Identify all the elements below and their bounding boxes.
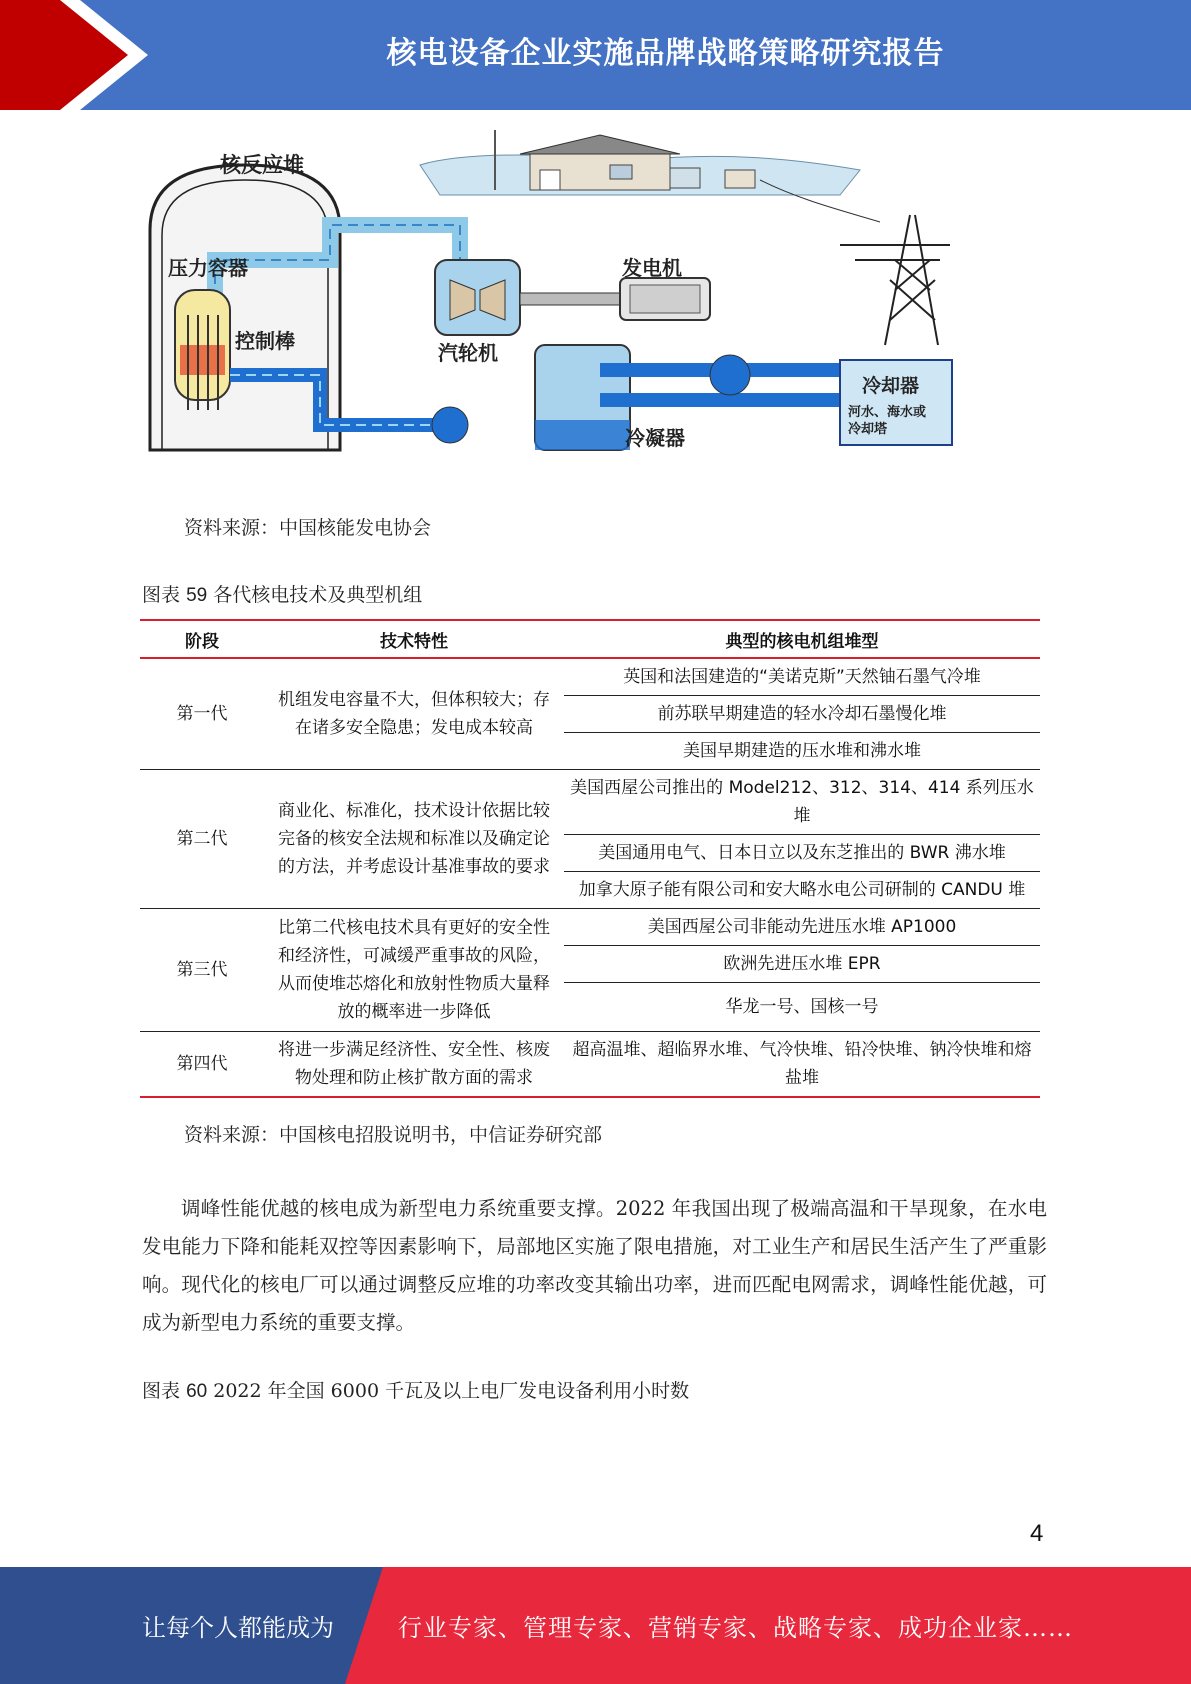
table-source: 资料来源：中国核电招股说明书，中信证券研究部 [184,1124,603,1146]
header-model: 典型的核电机组堆型 [564,620,1040,658]
figure-source: 资料来源：中国核能发电协会 [184,517,432,539]
cooler-sublabel-2: 冷却塔 [848,422,888,437]
table-row [140,909,1040,946]
model-cell: 加拿大原子能有限公司和安大略水电公司研制的 CANDU 堆 [564,872,1040,909]
table-row [140,770,1040,835]
model-cell: 美国西屋公司推出的 Model212、312、314、414 系列压水堆 [564,770,1040,835]
feature-cell: 将进一步满足经济性、安全性、核废物处理和防止核扩散方面的需求 [264,1032,564,1098]
reactor-label: 核反应堆 [220,153,304,177]
stage-cell: 第三代 [140,909,264,1032]
model-cell: 美国通用电气、日本日立以及东芝推出的 BWR 沸水堆 [564,835,1040,872]
cooler-label: 冷却器 [862,375,920,397]
table-row [140,1032,1040,1098]
caption-title: 2022 年全国 6000 千瓦及以上电厂发电设备利用小时数 [213,1380,690,1402]
caption-prefix: 图表 [142,584,181,606]
stage-cell: 第二代 [140,770,264,909]
caption-prefix: 图表 [142,1380,181,1402]
pressure-vessel-label: 压力容器 [168,256,248,280]
page-number: 4 [1030,1520,1044,1547]
stage-cell: 第四代 [140,1032,264,1098]
header-title: 核电设备企业实施品牌战略策略研究报告 [386,36,945,71]
model-cell: 美国早期建造的压水堆和沸水堆 [564,733,1040,770]
model-cell: 英国和法国建造的“美诺克斯”天然铀石墨气冷堆 [564,658,1040,696]
cooler-sublabel-1: 河水、海水或 [848,405,927,420]
control-rod-label: 控制棒 [235,329,295,353]
page-footer [0,1567,1191,1684]
header-stage: 阶段 [140,620,264,658]
model-cell: 美国西屋公司非能动先进压水堆 AP1000 [564,909,1040,946]
stage-cell: 第一代 [140,658,264,770]
page-header [0,0,1191,110]
model-cell: 超高温堆、超临界水堆、气冷快堆、铅冷快堆、钠冷快堆和熔盐堆 [564,1032,1040,1098]
nuclear-plant-diagram [140,130,1040,500]
model-cell: 前苏联早期建造的轻水冷却石墨慢化堆 [564,696,1040,733]
generations-table [140,619,1040,1098]
condenser-label: 冷凝器 [625,426,685,450]
model-cell: 欧洲先进压水堆 EPR [564,946,1040,983]
footer-slogan-right: 行业专家、管理专家、营销专家、战略专家、成功企业家…… [398,1614,1073,1642]
footer-slogan-left: 让每个人都能成为 [142,1614,334,1642]
caption-number: 60 [186,1381,208,1402]
feature-cell: 比第二代核电技术具有更好的安全性和经济性，可减缓严重事故的风险，从而使堆芯熔化和放射性物质大量释放的概率进一步降低 [264,909,564,1032]
model-cell: 华龙一号、国核一号 [564,983,1040,1032]
table-header-row [140,620,1040,658]
header-feature: 技术特性 [264,620,564,658]
caption-title: 各代核电技术及典型机组 [213,584,423,606]
turbine-label: 汽轮机 [438,341,498,365]
feature-cell: 机组发电容量不大，但体积较大；存在诸多安全隐患；发电成本较高 [264,658,564,770]
generator-label: 发电机 [622,256,682,280]
table-row [140,658,1040,696]
body-paragraph: 调峰性能优越的核电成为新型电力系统重要支撑。2022 年我国出现了极端高温和干旱现象，在水电发电能力下降和能耗双控等因素影响下，局部地区实施了限电措施，对工业生产和居民生活产生了严重影响。现代化的核电厂可以通过调整反应堆的功率改变其输出功率，进而匹配电网需求，调峰性能优越，可成为新型电力系统的重要支撑。 [142,1197,1047,1334]
caption-number: 59 [186,585,208,606]
table-caption [142,580,422,607]
chart-caption [142,1376,689,1403]
feature-cell: 商业化、标准化，技术设计依据比较完备的核安全法规和标准以及确定论的方法，并考虑设计基准事故的要求 [264,770,564,909]
